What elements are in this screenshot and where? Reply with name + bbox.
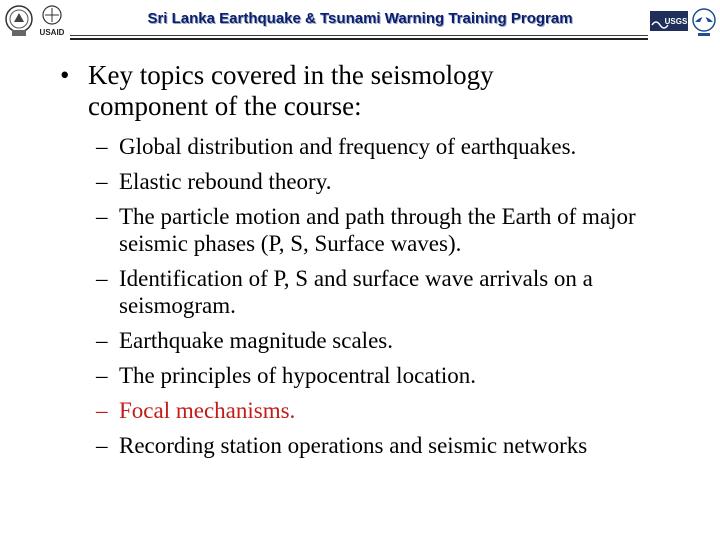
list-item: [96, 168, 696, 195]
list-item: [96, 432, 696, 459]
usaid-logo-text: USAID: [39, 28, 65, 37]
usgs-logo-text: USGS: [664, 17, 688, 26]
dash-marker: –: [96, 204, 108, 229]
list-item-text: Identification of P, S and surface wave arrivals on a seismogram.: [119, 266, 593, 318]
list-item-text: Elastic rebound theory.: [119, 169, 332, 194]
bullet-marker: •: [60, 60, 70, 90]
list-item-text: Recording station operations and seismic networks: [119, 433, 588, 458]
list-item-text: The particle motion and path through the Earth of major seismic phases (P, S, Surface waves).: [119, 204, 636, 256]
dash-marker: –: [96, 134, 108, 159]
list-item-text: Global distribution and frequency of earthquakes.: [119, 134, 577, 159]
list-item: [96, 327, 696, 354]
topics-list: [96, 133, 696, 467]
dash-marker: –: [96, 266, 108, 291]
dash-marker: –: [96, 433, 108, 458]
list-item-text: Focal mechanisms.: [119, 398, 296, 423]
list-item-text: Earthquake magnitude scales.: [119, 328, 393, 353]
list-item: [96, 203, 696, 257]
dash-marker: –: [96, 328, 108, 353]
main-bullet: [60, 60, 620, 122]
list-item: [96, 362, 696, 389]
page-title: Sri Lanka Earthquake & Tsunami Warning Training Program: [147, 10, 573, 27]
main-bullet-text: Key topics covered in the seismology component of the course:: [88, 60, 494, 121]
dash-marker: –: [96, 398, 108, 423]
list-item-text: The principles of hypocentral location.: [119, 363, 477, 388]
dash-marker: –: [96, 169, 108, 194]
dash-marker: –: [96, 363, 108, 388]
list-item-highlighted: [96, 397, 696, 424]
list-item: [96, 133, 696, 160]
list-item: [96, 265, 696, 319]
